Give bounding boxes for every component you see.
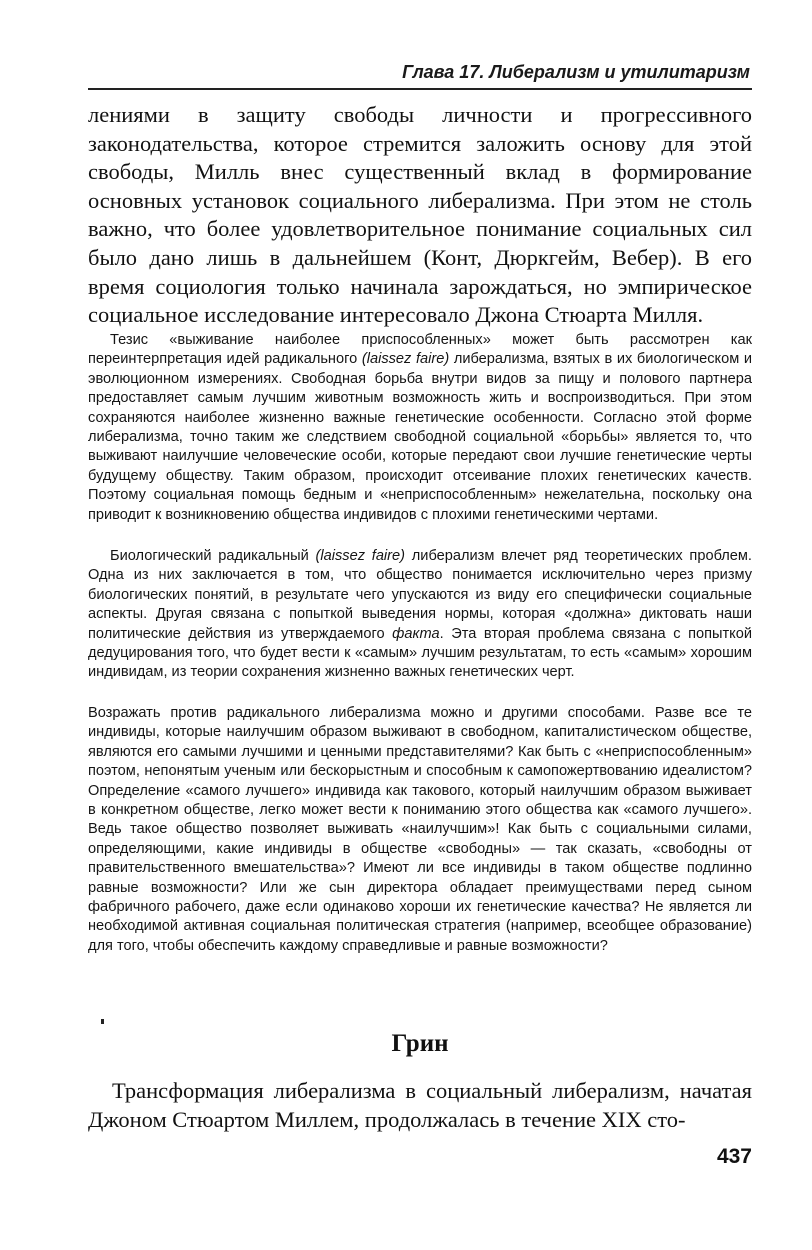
- header-rule: [88, 88, 752, 90]
- inset-paragraph-1: [88, 331, 752, 525]
- print-mark: [101, 1019, 104, 1024]
- section-title: Грин: [391, 1030, 449, 1057]
- inset-p2-text-c: . Эта вторая проблема связана с попыткой дедуцирования того, что будет вести к «самым» лучшим результатам, то есть «самым» хорошим индивидам, из теории сохранения жизненно важных генетических черт.: [88, 625, 753, 681]
- inset-paragraph-3: [88, 704, 752, 956]
- inset-p2-italic-fact: факта: [392, 625, 440, 642]
- intro-paragraph: лениями в защиту свободы личности и прогрессивного законодательства, которое стремится заложить основу для этой свободы, Милль внес существенный вклад в формирование основных установок социального либерализма. При этом не столь важно, что более удовлетворительное понимание социальных сил было дано лишь в дальнейшем (Конт, Дюркгейм, Вебер). В его время социология только начинала зарождаться, но эмпирическое социальное исследование интересовало Джона Стюарта Милля.: [88, 102, 752, 328]
- inset-p3-text: Возражать против радикального либерализма можно и другими способами. Разве все те индивиды, которые наилучшим образом выживают в свободном, капиталистическом обществе, являются его самыми лучшими и ценными представителями? Как быть с «неприспособленным» поэтом, непонятым ученым или бескорыстным и способным к самопожертвованию идеалистом? Определение «самого лучшего» индивида как такового, который наилучшим образом выживает в конкретном обществе, легко может вести к пониманию этого общества как «самого лучшего». Ведь такое общество позволяет выживать «наилучшим»! Как быть с социальными силами, определяющими, какие индивиды в обществе «свободны» — так сказать, «свободны от правительственного вмешательства»? Имеют ли все индивиды в таком обществе подлинно равные возможности? Или же сын директора обладает преимуществами перед сыном фабричного рабочего, даже если одинаково хороши их генетические качества? Не является ли необходимой активная социальная политическая стратегия (например, всеобщее образование) для того, чтобы обеспечить каждому справедливые и равные возможности?: [88, 705, 752, 954]
- inset-p2-text-a: Биологический радикальный: [110, 548, 316, 564]
- inset-p1-text-b: либерализма, взятых в их биологическом и эволюционном измерениях. Свободная борьба внутри видов за пищу и полового партнера предоставляет самым лучшим животным возможность жить и воспроизводиться. При этом сохраняются наиболее жизненно важные генетические особенности. Согласно этой форме либерализма, точно таким же следствием свободной социальной «борьбы» является то, что выживают наилучшие человеческие особи, которые передают свои лучшие генетические черты будущему обществу. Таким образом, происходит отсеивание плохих генетических качеств. Поэтому социальная помощь бедным и «неприспособленным» нежелательна, поскольку она приводит к возникновению общества индивидов с плохими генетическими чертами.: [88, 351, 752, 523]
- running-head: Глава 17. Либерализм и утилитаризм: [402, 62, 750, 82]
- page-number: 437: [716, 1145, 752, 1168]
- closing-paragraph: Трансформация либерализма в социальный либерализм, начатая Джоном Стюартом Миллем, продолжалась в течение XIX сто-: [88, 1078, 752, 1132]
- inset-p1-text-a: Тезис «выживание наиболее приспособленных» может быть рассмотрен как переинтерпретация идей радикального: [88, 332, 752, 368]
- inset-p1-italic: (laissez faire): [361, 351, 450, 368]
- inset-p2-italic: (laissez faire): [315, 548, 406, 564]
- inset-p2-text-b: либерализм влечет ряд теоретических проблем. Одна из них заключается в том, что общество понимается исключительно через призму биологических понятий, в результате чего упускаются из виду его специфически социальные аспекты. Другая связана с попыткой выведения нормы, которая «должна» диктовать наши политические действия из утверждаемого: [88, 548, 752, 642]
- inset-paragraph-2: [88, 547, 752, 683]
